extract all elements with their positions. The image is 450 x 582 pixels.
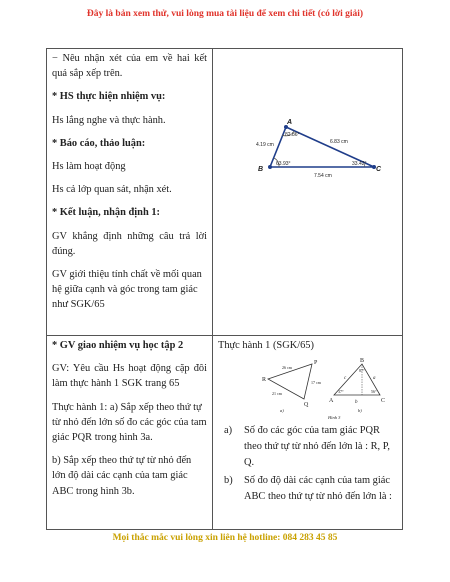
vertex-label: B bbox=[360, 358, 365, 364]
vertex-label: P bbox=[314, 360, 318, 366]
answer-text: Số đo độ dài các cạnh của tam giác ABC theo thứ tự từ nhỏ đến lớn là : bbox=[244, 475, 392, 502]
vertex-label: A bbox=[329, 398, 334, 404]
list-marker: b) bbox=[224, 475, 233, 486]
paragraph: − Nêu nhận xét của em về hai kết quả sắp xếp trên. bbox=[52, 53, 207, 80]
angle-label: 37° bbox=[338, 389, 344, 394]
angle-label: 33.42° bbox=[352, 161, 367, 167]
side-label: 4.19 cm bbox=[256, 142, 274, 148]
vertex-label: Q bbox=[304, 402, 309, 408]
angle-label: 87° bbox=[359, 368, 365, 373]
section-heading: * Báo cáo, thảo luận: bbox=[52, 137, 146, 149]
vertex-label: C bbox=[381, 398, 386, 404]
section-heading: * GV giao nhiệm vụ học tập 2 bbox=[52, 340, 184, 351]
list-item bbox=[222, 423, 397, 471]
paragraph: GV giới thiệu tính chất về mối quan hệ giữa cạnh và góc trong tam giác như SGK/65 bbox=[52, 269, 202, 311]
practice-title: Thực hành 1 (SGK/65) bbox=[218, 340, 314, 351]
side-label: 6.83 cm bbox=[330, 139, 348, 145]
paragraph: Hs lắng nghe và thực hành. bbox=[52, 114, 166, 126]
angle-label: 63.93° bbox=[276, 161, 291, 167]
table-row bbox=[47, 49, 403, 336]
vertex-label: A bbox=[287, 119, 293, 126]
preview-banner: Đây là bản xem thử, vui lòng mua tài liệu để xem chi tiết (có lời giải) bbox=[86, 9, 364, 19]
side-label: 21 cm bbox=[272, 391, 282, 396]
paragraph: Hs cả lớp quan sát, nhận xét. bbox=[52, 184, 172, 196]
side-label: c bbox=[344, 376, 347, 381]
side-label: a bbox=[373, 376, 376, 381]
side-label: 7.54 cm bbox=[314, 173, 332, 179]
angle-label: 56° bbox=[371, 389, 377, 394]
list-marker: a) bbox=[224, 425, 233, 436]
hotline-banner: Mọi thắc mắc vui lòng xin liên hệ hotline: 084 283 45 85 bbox=[112, 533, 338, 543]
paragraph: GV: Yêu cầu Hs hoạt động cặp đôi làm thực hành 1 SGK trang 65 bbox=[52, 363, 207, 390]
answer-cell bbox=[213, 336, 403, 530]
vertex-label: B bbox=[258, 166, 264, 173]
angle-label: 82.86° bbox=[285, 132, 300, 138]
side-label: b bbox=[355, 400, 358, 405]
paragraph: GV khẳng định những câu trả lời đúng. bbox=[52, 230, 207, 257]
answer-list bbox=[222, 423, 397, 505]
paragraph: b) Sắp xếp theo thứ tự từ nhỏ đến lớn độ dài các cạnh của tam giác ABC trong hình 3b. bbox=[52, 455, 192, 497]
table-row bbox=[47, 336, 403, 530]
section-heading: * HS thực hiện nhiệm vụ: bbox=[52, 91, 166, 103]
vertex-label: R bbox=[262, 377, 267, 383]
answer-text: Số đo các góc của tam giác PQR theo thứ tự từ nhỏ đến lớn là : R, P, Q. bbox=[244, 425, 390, 468]
paragraph: Thực hành 1: a) Sắp xếp theo thứ tự từ nhỏ đến lớn số đo các góc của tam giác PQR trong hình 3a. bbox=[52, 401, 207, 444]
figure-cell bbox=[213, 49, 403, 336]
figure-caption: Hình 3 bbox=[328, 415, 341, 420]
activity-cell bbox=[47, 336, 213, 530]
side-label: 17 cm bbox=[311, 380, 321, 385]
section-heading: * Kết luận, nhận định 1: bbox=[52, 207, 160, 219]
figure-sublabel: a) bbox=[280, 408, 284, 413]
hinh-3-figure bbox=[258, 355, 388, 421]
figure-sublabel: b) bbox=[358, 408, 362, 413]
list-item bbox=[222, 473, 397, 505]
lesson-table bbox=[46, 48, 403, 530]
paragraph: Hs làm hoạt động bbox=[52, 161, 126, 173]
vertex-label: C bbox=[376, 166, 382, 173]
triangle-abc-figure bbox=[252, 113, 382, 185]
activity-cell bbox=[47, 49, 213, 336]
side-label: 26 cm bbox=[282, 365, 292, 370]
